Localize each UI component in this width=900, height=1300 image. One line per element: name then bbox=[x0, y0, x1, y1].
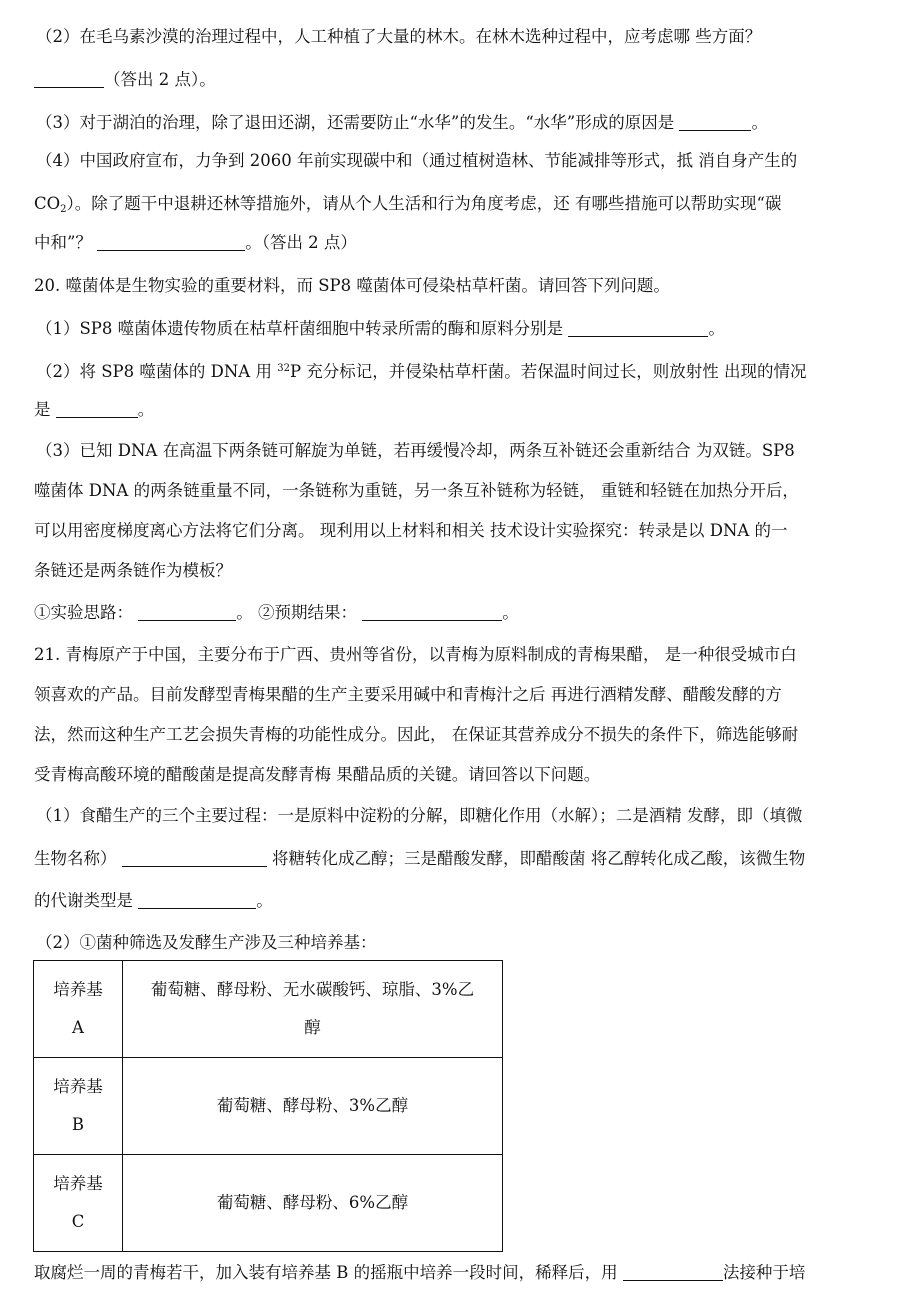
medium-content-cell: 葡萄糖、酵母粉、3%乙醇 bbox=[123, 1058, 503, 1155]
answer-blank[interactable] bbox=[97, 232, 245, 251]
medium-content-cell: 葡萄糖、酵母粉、无水碳酸钙、琼脂、3%乙 醇 bbox=[123, 961, 503, 1058]
q21-1-line3: 的代谢类型是 。 bbox=[34, 891, 273, 910]
q21-stem-line3: 法，然而这种生产工艺会损失青梅的功能性成分。因此， 在保证其营养成分不损失的条件下，筛选能够耐 bbox=[34, 725, 799, 744]
q20-3-answer-line: ①实验思路： 。 ②预期结果： 。 bbox=[34, 603, 519, 622]
table-row bbox=[34, 1155, 503, 1252]
medium-name-cell: 培养基 C bbox=[34, 1155, 123, 1252]
q20-2-line2: 是 。 bbox=[34, 400, 155, 419]
table-row bbox=[34, 961, 503, 1058]
q19-4-line3: 中和”？ 。（答出 2 点） bbox=[34, 233, 357, 252]
q20-3-line1: （3）已知 DNA 在高温下两条链可解旋为单链，若再缓慢冷却，两条互补链还会重新结合 为双链。SP8 bbox=[36, 441, 795, 460]
q21-2-after-table-line: 取腐烂一周的青梅若干，加入装有培养基 B 的摇瓶中培养一段时间，稀释后，用 法接种于培 bbox=[34, 1263, 806, 1282]
answer-blank[interactable] bbox=[568, 318, 708, 337]
q19-3-line: （3）对于湖泊的治理，除了退田还湖，还需要防止“水华”的发生。“水华”形成的原因是 。 bbox=[36, 113, 768, 132]
q19-2-line2: （答出 2 点）。 bbox=[34, 67, 900, 93]
answer-blank[interactable] bbox=[138, 890, 256, 909]
q20-3-line2: 噬菌体 DNA 的两条链重量不同，一条链称为重链，另一条互补链称为轻链， 重链和轻链在加热分开后， bbox=[34, 481, 799, 500]
answer-blank[interactable] bbox=[362, 602, 502, 621]
culture-media-table bbox=[33, 960, 503, 1252]
q19-2-line1: （2）在毛乌素沙漠的治理过程中，人工种植了大量的林木。在林木选种过程中，应考虑哪 些方面？ bbox=[36, 27, 762, 46]
answer-blank[interactable] bbox=[679, 112, 751, 131]
q20-3-line3: 可以用密度梯度离心方法将它们分离。 现利用以上材料和相关 技术设计实验探究：转录是以 DNA 的一 bbox=[34, 521, 788, 540]
q19-4-line2: $CO_2$）。除了题干中退耕还林等措施外，请从个人生活和行为角度考虑，还 有哪些措施可以帮助实现“碳 bbox=[34, 194, 782, 215]
q21-stem-line2: 领喜欢的产品。目前发酵型青梅果醋的生产主要采用碱中和青梅汁之后 再进行酒精发酵、醋酸发酵的方 bbox=[34, 685, 782, 704]
q20-stem: 20. 噬菌体是生物实验的重要材料，而 SP8 噬菌体可侵染枯草杆菌。请回答下列问题。 bbox=[34, 276, 670, 295]
medium-content-cell: 葡萄糖、酵母粉、6%乙醇 bbox=[123, 1155, 503, 1252]
q20-2-line1: （2）将 SP8 噬菌体的 DNA 用 $^{32}$P 充分标记，并侵染枯草杆菌。若保温时间过长，则放射性 出现的情况 bbox=[36, 362, 807, 381]
medium-name-cell: 培养基 B bbox=[34, 1058, 123, 1155]
answer-blank[interactable] bbox=[122, 848, 267, 867]
q19-4-line1: （4）中国政府宣布，力争到 2060 年前实现碳中和（通过植树造林、节能减排等形式，抵 消自身产生的 bbox=[36, 151, 798, 170]
medium-name-cell: 培养基 A bbox=[34, 961, 123, 1058]
answer-blank[interactable] bbox=[623, 1262, 723, 1281]
answer-blank[interactable] bbox=[56, 399, 138, 418]
table-row bbox=[34, 1058, 503, 1155]
q21-1-line1: （1）食醋生产的三个主要过程：一是原料中淀粉的分解，即糖化作用（水解）；二是酒精 发酵，即（填微 bbox=[36, 806, 803, 825]
q21-stem-line1: 21. 青梅原产于中国，主要分布于广西、贵州等省份，以青梅为原料制成的青梅果醋， 是一种很受城市白 bbox=[34, 645, 797, 664]
q21-stem-line4: 受青梅高酸环境的醋酸菌是提高发酵青梅 果醋品质的关键。请回答以下问题。 bbox=[34, 765, 601, 784]
q20-3-line4: 条链还是两条链作为模板？ bbox=[34, 561, 232, 580]
q20-1-line: （1）SP8 噬菌体遗传物质在枯草杆菌细胞中转录所需的酶和原料分别是 。 bbox=[36, 319, 725, 338]
answer-blank[interactable] bbox=[138, 602, 236, 621]
answer-blank[interactable] bbox=[34, 69, 104, 88]
q21-2-line: （2）①菌种筛选及发酵生产涉及三种培养基： bbox=[36, 933, 377, 952]
q21-1-line2: 生物名称） 将糖转化成乙醇；三是醋酸发酵，即醋酸菌 将乙醇转化成乙酸，该微生物 bbox=[34, 849, 806, 868]
